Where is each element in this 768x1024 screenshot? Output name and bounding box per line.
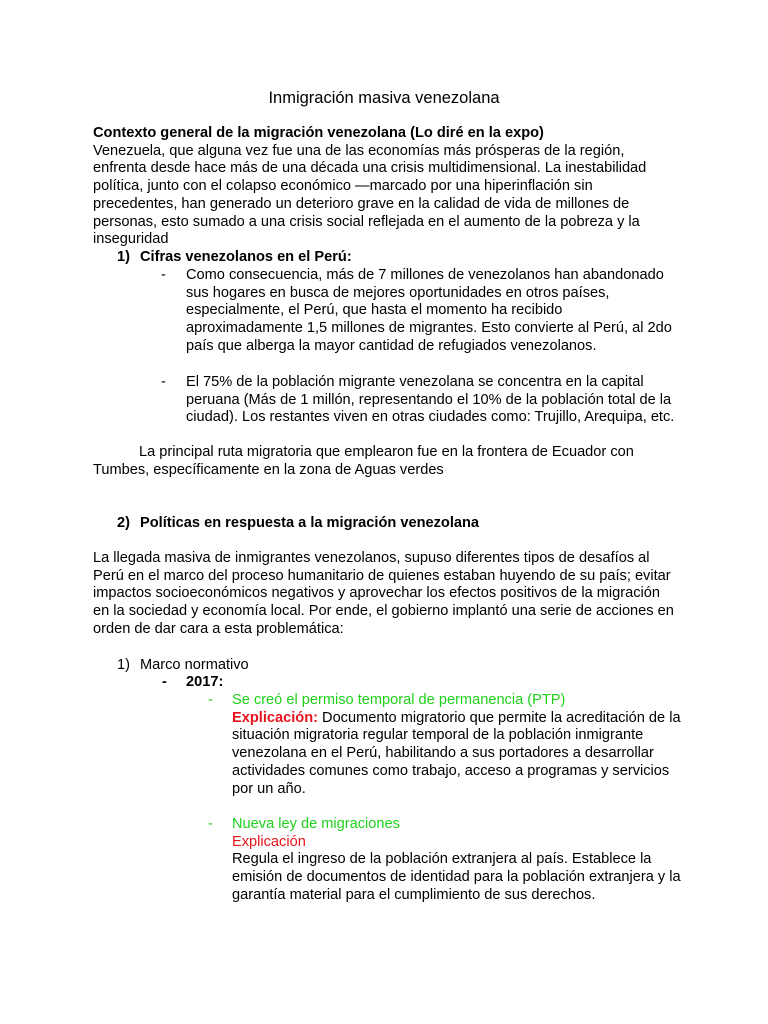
explanation-label: Explicación: bbox=[232, 709, 318, 726]
item-dash: - bbox=[208, 692, 213, 708]
bullet-dash: - bbox=[161, 374, 166, 390]
marco-label: Marco normativo bbox=[140, 657, 249, 673]
section-1-heading: Cifras venezolanos en el Perú: bbox=[140, 249, 352, 265]
marco-number: 1) bbox=[117, 657, 130, 673]
marco-item-ley-migraciones bbox=[232, 816, 682, 905]
explanation-text: Documento migratorio que permite la acreditación de la situación migratoria regular temporal de la población inmigrante venezolana en el Perú, habilitando a sus portadores a desarrollar actividades comunes como trabajo, acceso a programas y servicios por un año. bbox=[232, 709, 681, 797]
explanation-text: Regula el ingreso de la población extranjera al país. Establece la emisión de documentos de identidad para la población extranjera y la garantía material para el cumplimiento de sus derechos. bbox=[232, 851, 681, 903]
intro-section bbox=[93, 125, 678, 249]
section-2-heading: Políticas en respuesta a la migración venezolana bbox=[140, 515, 480, 531]
item-title: Se creó el permiso temporal de permanencia (PTP) bbox=[232, 692, 566, 708]
section-2-number: 2) bbox=[117, 515, 130, 531]
explanation-label: Explicación bbox=[232, 833, 306, 850]
section-1-bullet-2: El 75% de la población migrante venezolana se concentra en la capital peruana (Más de 1 millón, representando el 10% de la población total de la ciudad). Los restantes viven en otras ciudades como: Trujillo, Arequipa, etc. bbox=[186, 374, 675, 426]
section-2-body: La llegada masiva de inmigrantes venezolanos, supuso diferentes tipos de desafíos al Perú en el marco del proceso humanitario de quienes estaban huyendo de su país; evitar impactos socioeconómicos negativos y aprovechar los efectos positivos de la migración en la sociedad y economía local. Por ende, el gobierno implantó una serie de acciones en orden de dar cara a esta problemática: bbox=[93, 550, 674, 637]
year-label: 2017: bbox=[186, 674, 224, 690]
item-explanation bbox=[232, 710, 682, 799]
intro-body: Venezuela, que alguna vez fue una de las economías más prósperas de la región, enfrenta desde hace más de una década una crisis multidimensional. La inestabilidad política, junto con el colapso económico —marcado por una hiperinflación sin precedentes, han generado un deterioro grave en la calidad de vida de millones de personas, esto sumado a una crisis social reflejada en el aumento de la pobreza y la inseguridad bbox=[93, 142, 647, 248]
item-dash: - bbox=[208, 816, 213, 832]
marco-item-ptp bbox=[232, 692, 682, 798]
section-1-number: 1) bbox=[117, 249, 130, 265]
section-1-route-paragraph: La principal ruta migratoria que emplearon fue en la frontera de Ecuador con Tumbes, específicamente en la zona de Aguas verdes bbox=[93, 444, 634, 478]
year-dash: - bbox=[162, 674, 167, 690]
section-1-bullet-1: Como consecuencia, más de 7 millones de venezolanos han abandonado sus hogares en busca de mejores oportunidades en otros países, especialmente, el Perú, que hasta el momento ha recibido aproximadamente 1,5 millones de migrantes. Esto convierte al Perú, al 2do país que alberga la mayor cantidad de refugiados venezolanos. bbox=[186, 267, 672, 354]
intro-heading: Contexto general de la migración venezolana (Lo diré en la expo) bbox=[93, 125, 544, 141]
item-title: Nueva ley de migraciones bbox=[232, 816, 400, 832]
bullet-dash: - bbox=[161, 267, 166, 283]
document-title: Inmigración masiva venezolana bbox=[268, 89, 500, 107]
